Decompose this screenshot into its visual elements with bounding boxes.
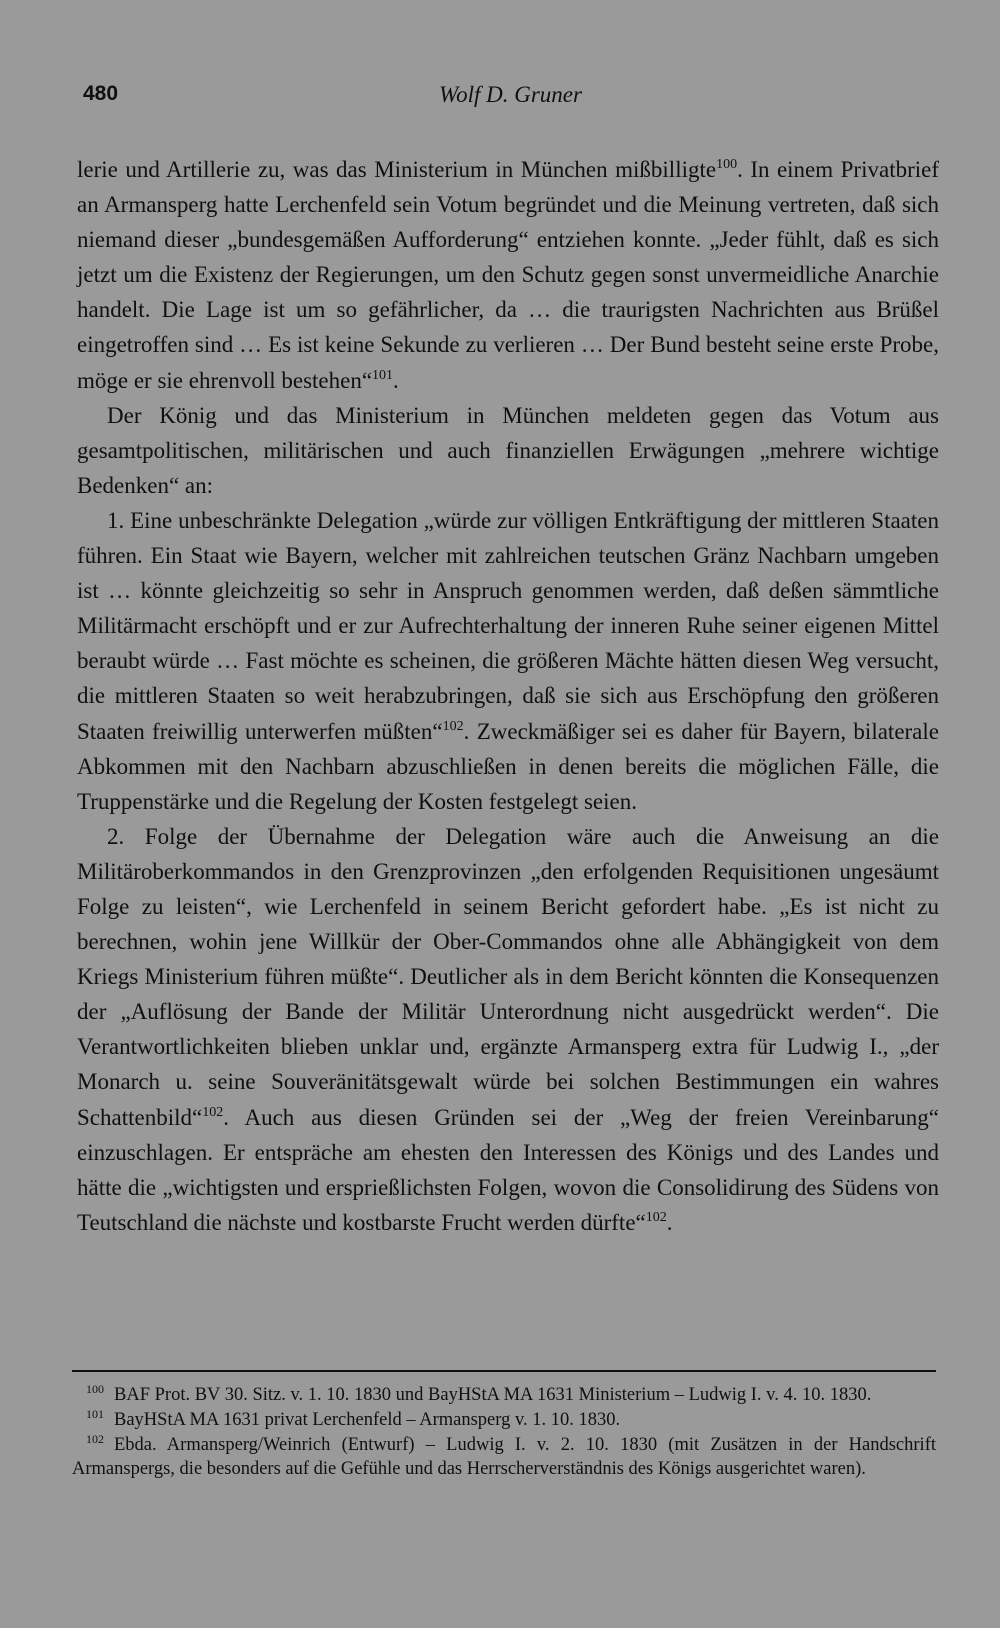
paragraph-4-text-a: 2. Folge der Übernahme der Delegation wäre auch die Anweisung an die Militäroberkommandos in den Grenzprovinzen „den erfolgenden Requisitionen ungesäumt Folge zu leisten“, wie Lerchenfeld in seinem Bericht gefordert habe. „Es ist nicht zu berechnen, wohin jene Willkür der Ober-Commandos ohne alle Abhängigkeit von dem Kriegs Ministerium führen müßte“. Deutlicher als in dem Bericht könnten die Konsequenzen der „Auflösung der Bande der Militär Unterordnung nicht ausgedrückt werden“. Die Verantwortlichkeiten blieben unklar und, ergänzte Armansperg extra für Ludwig I., „der Monarch u. seine Souveränitätsgewalt würde bei solchen Bestimmungen ein wahres Schattenbild“ (77, 823, 939, 1130)
footnote-text: BayHStA MA 1631 privat Lerchenfeld – Armansperg v. 1. 10. 1830. (114, 1409, 621, 1430)
paragraph-4 (77, 819, 939, 1240)
page-number: 480 (83, 82, 119, 105)
footnote-ref-102: 102 (202, 1104, 224, 1120)
footnote-number: 100 (86, 1382, 104, 1396)
footnote-ref-101: 101 (372, 367, 394, 383)
paragraph-3-text-a: 1. Eine unbeschränkte Delegation „würde zur völligen Entkräftigung der mittleren Staaten führen. Ein Staat wie Bayern, welcher mit zahlreichen teutschen Gränz Nachbarn umgeben ist … könnte gleichzeitig so sehr in Anspruch genommen werden, daß deßen sämmtliche Militärmacht erschöpft und er zur Aufrechterhaltung der inneren Ruhe seiner eigenen Mittel beraubt würde … Fast möchte es scheinen, die größeren Mächte hätten diesen Weg versucht, die mittleren Staaten so weit herabzubringen, daß sie sich aus Erschöpfung den größeren Staaten freiwillig unterwerfen müßten“ (77, 507, 939, 744)
footnote-text: BAF Prot. BV 30. Sitz. v. 1. 10. 1830 und BayHStA MA 1631 Ministerium – Ludwig I. v. 4. 10. 1830. (114, 1385, 872, 1405)
running-head-author: Wolf D. Gruner (439, 82, 582, 107)
paragraph-1-text-b: . In einem Privatbrief an Armansperg hatte Lerchenfeld sein Votum begründet und die Meinung vertreten, daß sich niemand dieser „bundesgemäßen Aufforderung“ entziehen konnte. „Jeder fühlt, daß es sich jetzt um die Existenz der Regierungen, um den Schutz gegen sonst unvermeidliche Anarchie handelt. Die Lage ist um so gefährlicher, da … die traurigsten Nachrichten aus Brüßel eingetroffen sind … Es ist keine Sekunde zu verlieren … Der Bund besteht seine erste Probe, möge er sie ehrenvoll bestehen“ (77, 157, 940, 393)
paragraph-2: Der König und das Ministerium in München meldeten gegen das Votum aus gesamtpolitischen, militärischen und auch finanziellen Erwägungen „mehrere wichtige Bedenken“ an: (77, 402, 939, 498)
paragraph-1-text-a: lerie und Artillerie zu, was das Ministerium in München mißbilligte (77, 157, 717, 182)
footnote-ref-102: 102 (442, 718, 464, 734)
footnote (72, 1433, 936, 1483)
paragraph-1-text-c: . (393, 367, 399, 393)
footnote-ref-100: 100 (716, 157, 738, 172)
paragraph-4-text-c: . (666, 1209, 673, 1235)
main-text (77, 152, 939, 1240)
footnote-text: Ebda. Armansperg/Weinrich (Entwurf) – Ludwig I. v. 2. 10. 1830 (mit Zusätzen in der Handschrift Armanspergs, die besonders auf die Gefühle und das Herrscherverständnis des Königs ausgerichtet waren). (72, 1434, 936, 1480)
footnotes (72, 1383, 936, 1482)
paragraph-1 (77, 152, 939, 398)
running-header (83, 82, 938, 118)
footnote (72, 1408, 936, 1433)
footnote-rule (72, 1370, 936, 1372)
footnote-number: 102 (86, 1431, 104, 1446)
footnote (72, 1383, 936, 1408)
paragraph-4-text-b: . Auch aus diesen Gründen sei der „Weg der freien Vereinbarung“ einzuschlagen. Er entspräche am ehesten den Interessen des Königs und des Landes und hätte die „wichtigsten und ersprießlichsten Folgen, wovon die Consolidirung des Südens von Teutschland die nächste und kostbarste Frucht werden dürfte“ (77, 1104, 939, 1235)
footnote-ref-102: 102 (645, 1209, 667, 1225)
paragraph-3-text-b: . Zweckmäßiger sei es daher für Bayern, bilaterale Abkommen mit den Nachbarn abzuschließen in denen bereits die möglichen Fälle, die Truppenstärke und die Regelung der Kosten festgelegt seien. (77, 718, 939, 814)
paragraph-3 (77, 503, 939, 819)
footnote-number: 101 (86, 1406, 104, 1421)
